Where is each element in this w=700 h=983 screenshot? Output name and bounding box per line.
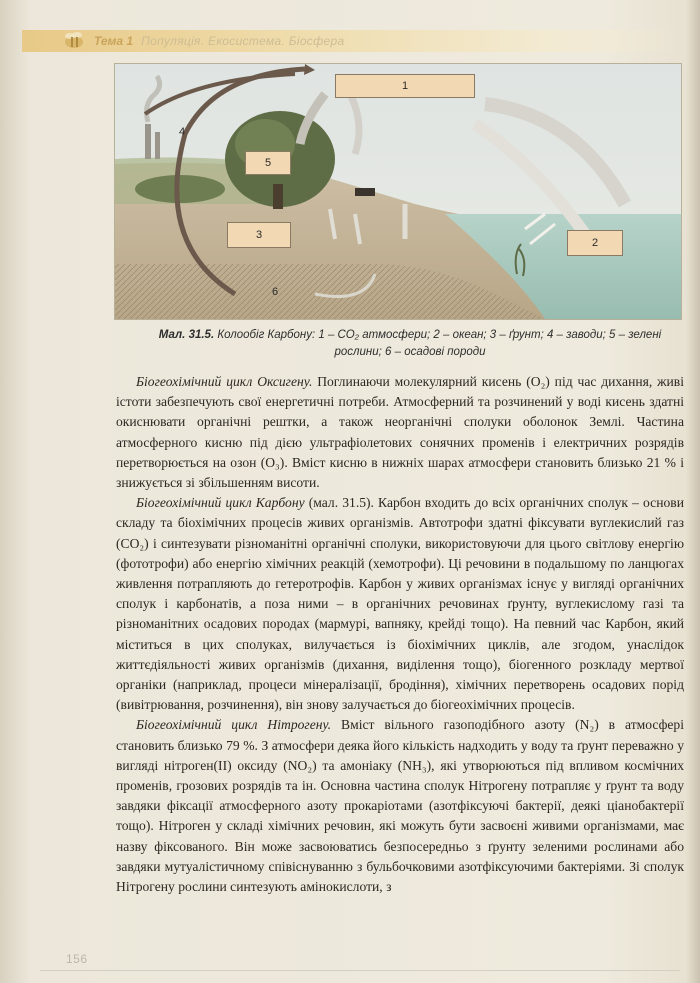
paragraph-carbon: [116, 493, 684, 715]
page-header: [22, 30, 682, 52]
carbon-cycle-illustration: [115, 64, 681, 319]
caption-number: Мал. 31.5.: [158, 329, 215, 341]
footer-divider: [40, 970, 680, 971]
tree-trunk: [273, 184, 283, 209]
theme-label: Тема 1: [94, 34, 134, 48]
label-soil: 3: [227, 222, 291, 248]
label-co2-atmosphere: 1: [335, 74, 475, 98]
paragraph-nitrogen: [116, 715, 684, 897]
body-text: [116, 372, 684, 897]
page-number: 156: [66, 952, 88, 966]
label-ocean: 2: [567, 230, 623, 256]
figure-caption: [150, 327, 670, 361]
paragraph-body: Вміст вільного газоподібного азоту (N₂) в атмосфері становить близько 79 %. З атмосфери деяка його кількість надходить у воду та ґрунт переважно у вигляді нітроген(ІІ) оксиду (NО₂) та амоніаку (NН₃), які утворюються під впливом космічних променів, грозових розрядів та ін. Основна частина сполук Нітрогену потрапляє у ґрунт та воду завдяки фіксації атмосферного азоту прокаріотами (азотфіксуючі бактерії, деякі ціанобактерії тощо). Нітроген у складі хімічних речовин, які можуть бути засвоєні живими організмами, має назву фіксованого. Він може засвоюватись безпосередньо з ґрунту зеленими рослинами або завдяки мутуалістичному співіснуванню з бульбочковими азотфіксуючими бактеріями. Зі сполук Нітрогену рослини синтезують амінокислоти, з: [116, 717, 685, 895]
factory-chimney: [145, 124, 151, 159]
label-factories: 4: [179, 126, 186, 138]
carbon-cycle-figure: [114, 63, 682, 320]
paragraph-oxygen: [116, 372, 684, 493]
paragraph-lead: Біогеохімічний цикл Нітрогену.: [136, 717, 332, 733]
paragraph-body: Поглинаючи молекулярний кисень (О₂) під час дихання, живі істоти забезпечують свої енергетичні потреби. Атмосферний та розчинений у воді кисень здатні окиснювати органічні рештки, а також неорганічні сполуки оболонок Землі. Частина атмосферного кисню під дією ультрафіолетових сонячних променів і електричних розрядів перетворюється на озон (О₃). Вміст кисню в нижніх шарах атмосфери становить близько 21 % і знижується зі збільшенням висоти.: [116, 374, 684, 491]
label-green-plants: 5: [245, 151, 291, 175]
caption-text: Колообіг Карбону: 1 – СО₂ атмосфери; 2 – океан; 3 – ґрунт; 4 – заводи; 5 – зелені рослини; 6 – осадові породи: [217, 329, 662, 358]
bee-icon: [60, 31, 90, 51]
animal: [355, 188, 375, 196]
paragraph-lead: Біогеохімічний цикл Оксигену.: [136, 374, 313, 389]
theme-title: Популяція. Екосистема. Біосфера: [141, 34, 345, 48]
label-sedimentary-rocks: 6: [272, 286, 279, 298]
paragraph-body: (мал. 31.5). Карбон входить до всіх органічних сполук – основи складу та біохімічних процесів живих організмів. Автотрофи здатні фіксувати вуглекислий газ (СО₂) і синтезувати різноманітні органічні сполуки, використовуючи для цього світлову енергію (фототрофи) або енергію хімічних реакцій (хемотрофи). Ці речовини в подальшому по ланцюгах живлення потрапляють до гетеротрофів. Карбон у живих організмах існує у вигляді органічних сполук і карбонатів, а поза ними – в органічних речовинах ґрунту, вуглекислому газі та різноманітних осадових породах (мармурі, вапняку, крейді тощо). На певний час Карбон, який міститься в цих сполуках, вилучається із біохімічних циклів, але згодом, унаслідок життєдіяльності живих організмів (дихання, виділення тощо), біогенного розкладу мертвої органіки (наприклад, процеси мінералізації, бродіння), хімічних перетворень осадових порід (вивітрювання, розчинення), він знову залучається до біогеохімічних процесів.: [116, 495, 684, 713]
bushes: [135, 175, 225, 203]
paragraph-lead: Біогеохімічний цикл Карбону: [136, 495, 305, 511]
